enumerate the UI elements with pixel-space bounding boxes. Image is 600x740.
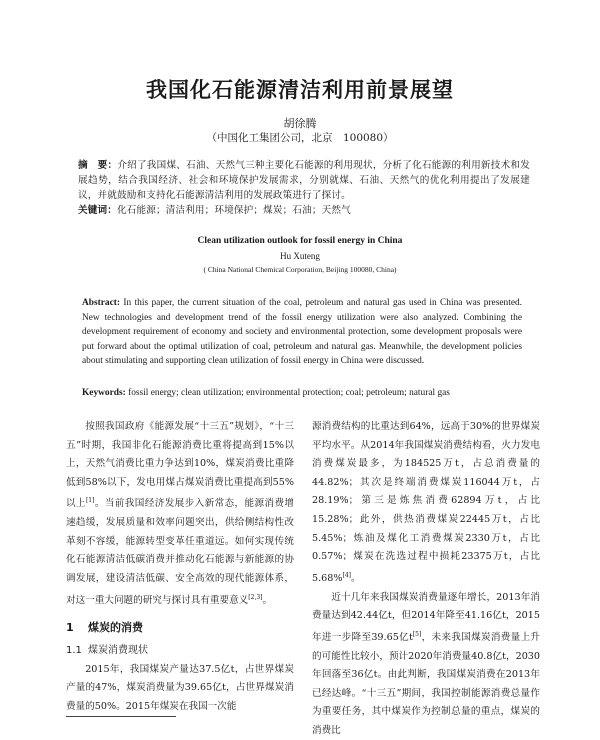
- english-abstract: [82, 296, 522, 369]
- section-number: 1: [66, 621, 74, 635]
- intro-text-b: 。当前我国经济发展步入新常态，能源消费增速趋缓，发展质量和效率问题突出，供给侧结构性改革刻不容缓，能源转型变革任重道远。如何实现传统化石能源清洁低碳消费并推动化石能源与新能源的协调发展，建设清洁低碳、安全高效的现代能源体系，对这一重大问题的研究与探讨具有重要意义: [66, 498, 295, 606]
- subsection-number: 1.1: [66, 644, 82, 656]
- body-column-left: [66, 418, 294, 716]
- english-keywords-text: fossil energy; clean utilization; environmental protection; coal; petroleum; natural gas: [128, 388, 450, 398]
- chinese-keywords-text: 化石能源；清洁利用；环境保护；煤炭；石油；天然气: [116, 205, 351, 216]
- body-column-right: [312, 418, 540, 740]
- citation-ref: [4]: [342, 571, 351, 579]
- paragraph-text-a: 源消费结构的比重达到64%，远高于30%的世界煤炭平均水平。从2014年我国煤炭消费结构看，火力发电消费煤炭最多，为184525万t，占总消费量的44.82%；其次是终端消费煤炭116044万t，占28.19%；第三是炼焦消费62894万t，占比15.28%；此外，供热消费煤炭22445万t，占比5.45%；炼油及煤化工消费煤炭2330万t，占比0.57%；煤炭在洗选过程中损耗23375万t，占比5.68%: [312, 421, 540, 584]
- english-title: Clean utilization outlook for fossil energy in China: [197, 236, 403, 246]
- chinese-abstract-label: 摘 要：: [78, 160, 118, 171]
- english-keywords-label: Keywords:: [82, 388, 126, 398]
- author-name: 胡徐腾: [283, 117, 317, 130]
- paragraph-text-b: ，未来我国煤炭消费量上升的可能性比较小，预计2020年消费量40.8亿t，2030年回落至36亿t。由此判断，我国煤炭消费在2013年已经达峰。“十三五”期间，我国控制能源消费总量作为重要任务，其中煤炭作为控制总量的重点，煤炭的消费比: [312, 631, 541, 736]
- body-paragraph: [312, 589, 540, 740]
- intro-text-a: 按照我国政府《能源发展“十三五”规划》，“十三五”时期，我国非化石能源消费比重将提高到15%以上，天然气消费比重力争达到10%，煤炭消费比重降低到58%以下，发电用煤占煤炭消费比重提高到55%以上: [66, 421, 294, 510]
- footnote-divider: [66, 716, 176, 717]
- subsection-title: 煤炭消费现状: [88, 644, 148, 656]
- section-heading: [66, 619, 294, 638]
- body-paragraph: 2015年，我国煤炭产量达37.5亿t，占世界煤炭产量的47%，煤炭消费量为39.65亿t，占世界煤炭消费量的50%。2015年煤炭在我国一次能: [66, 663, 294, 712]
- chinese-keywords-label: 关键词：: [78, 205, 117, 216]
- intro-text-c: 。: [262, 594, 273, 606]
- author-affiliation: （中国化工集团公司，北京 100080）: [206, 132, 394, 144]
- english-keywords: [82, 386, 522, 401]
- citation-ref: [5]: [412, 630, 422, 638]
- page-title: 我国化石能源清洁利用前景展望: [146, 78, 454, 102]
- paragraph-text-b: 。: [350, 572, 361, 584]
- subsection-heading: [66, 642, 294, 661]
- english-author: Hu Xuteng: [280, 251, 320, 261]
- citation-ref: [2,3]: [248, 593, 263, 601]
- english-abstract-label: Abstract:: [82, 298, 121, 308]
- citation-ref: [1]: [85, 497, 95, 505]
- section-title: 煤炭的消费: [88, 621, 143, 635]
- chinese-abstract: [78, 158, 530, 203]
- english-affiliation: ( China National Chemical Corporation, Beijing 100080, China): [203, 265, 397, 274]
- body-paragraph: [312, 418, 540, 589]
- paragraph-text-a: 近十几年来我国煤炭消费量逐年增长，2013年消费量达到42.44亿t，但2014年降至41.16亿t，2015年进一步降至39.65亿t: [312, 591, 540, 643]
- english-abstract-text: In this paper, the current situation of the coal, petroleum and natural gas used in China was presented. New technologies and development trend of the fossil energy utilization were also analyzed. Combining the development requirement of economy and society and environmental protection, some development proposals were put forward about the optimal utilization of coal, petroleum and natural gas. Meanwhile, the development policies about stimulating and supporting clean utilization of fossil energy in China were discussed.: [82, 298, 523, 367]
- chinese-abstract-text: 介绍了我国煤、石油、天然气三种主要化石能源的利用现状，分析了化石能源的利用新技术和发展趋势，结合我国经济、社会和环境保护发展需求，分别就煤、石油、天然气的优化利用提出了发展建议，并就鼓励和支持化石能源清洁利用的发展政策进行了探讨。: [78, 160, 530, 201]
- intro-paragraph: [66, 418, 294, 610]
- chinese-keywords: [78, 203, 530, 218]
